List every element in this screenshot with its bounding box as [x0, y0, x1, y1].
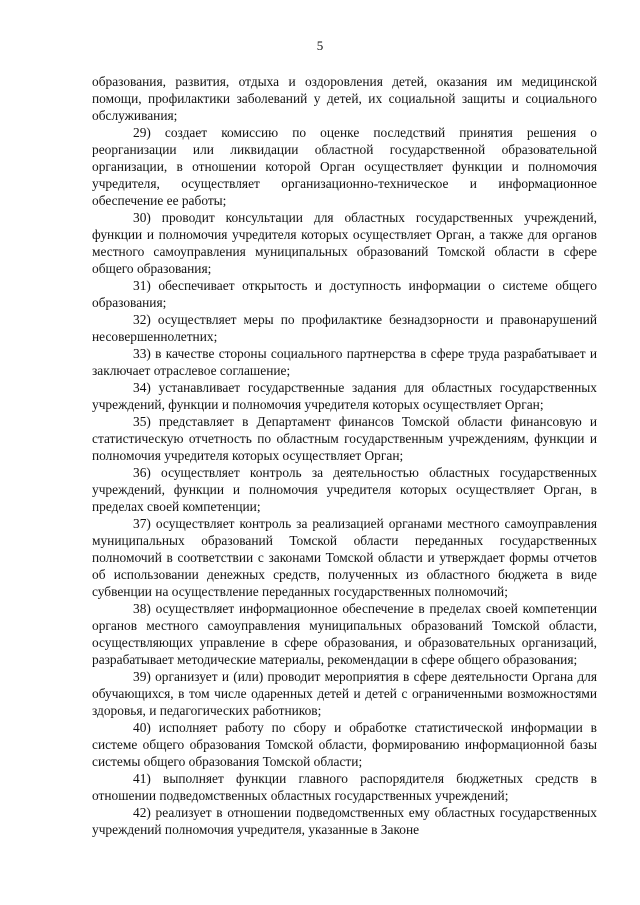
paragraph-item-30: 30) проводит консультации для областных государственных учреждений, функции и полномочия учредителя которых осуществляет Орган, а также для органов местного самоуправления муниципальных образований Томской области в сфере общего образования;: [92, 210, 597, 276]
paragraph-item-32: 32) осуществляет меры по профилактике безнадзорности и правонарушений несовершеннолетних;: [92, 312, 597, 344]
paragraph-item-40: 40) исполняет работу по сбору и обработке статистической информации в системе общего образования Томской области, формированию информационной базы системы общего образования Томской области;: [92, 720, 597, 769]
paragraph-continuation: образования, развития, отдыха и оздоровления детей, оказания им медицинской помощи, профилактики заболеваний у детей, их социальной защиты и социального обслуживания;: [92, 74, 597, 123]
paragraph-item-33: 33) в качестве стороны социального партнерства в сфере труда разрабатывает и заключает отраслевое соглашение;: [92, 346, 597, 378]
document-body: [92, 73, 597, 838]
paragraph-item-31: 31) обеспечивает открытость и доступность информации о системе общего образования;: [92, 278, 597, 310]
paragraph-item-29: 29) создает комиссию по оценке последствий принятия решения о реорганизации или ликвидации областной государственной образовательной организации, в отношении которой Орган осуществляет функции и полномочия учредителя, осуществляет организационно-техническое и информационное обеспечение ее работы;: [92, 125, 597, 208]
page-number: 5: [316, 38, 324, 53]
paragraph-item-39: 39) организует и (или) проводит мероприятия в сфере деятельности Органа для обучающихся, в том числе одаренных детей и детей с ограниченными возможностями здоровья, и педагогических работников;: [92, 669, 597, 718]
paragraph-item-42: 42) реализует в отношении подведомственных ему областных государственных учреждений полномочия учредителя, указанные в Законе: [92, 805, 597, 837]
paragraph-item-34: 34) устанавливает государственные задания для областных государственных учреждений, функции и полномочия учредителя которых осуществляет Орган;: [92, 380, 597, 412]
paragraph-item-35: 35) представляет в Департамент финансов Томской области финансовую и статистическую отчетность по областным государственным учреждениям, функции и полномочия учредителя которых осуществляет Орган;: [92, 414, 597, 463]
paragraph-item-37: 37) осуществляет контроль за реализацией органами местного самоуправления муниципальных образований Томской области переданных государственных полномочий в соответствии с законами Томской области и утверждает формы отчетов об использовании денежных средств, полученных из областного бюджета в виде субвенции на осуществление переданных государственных полномочий;: [92, 516, 597, 599]
paragraph-item-38: 38) осуществляет информационное обеспечение в пределах своей компетенции органов местного самоуправления муниципальных образований Томской области, осуществляющих управление в сфере образования, и образовательных организаций, разрабатывает методические материалы, рекомендации в сфере общего образования;: [92, 601, 597, 667]
paragraph-item-41: 41) выполняет функции главного распорядителя бюджетных средств в отношении подведомственных областных государственных учреждений;: [92, 771, 597, 803]
paragraph-item-36: 36) осуществляет контроль за деятельностью областных государственных учреждений, функции и полномочия учредителя которых осуществляет Орган, в пределах своей компетенции;: [92, 465, 597, 514]
